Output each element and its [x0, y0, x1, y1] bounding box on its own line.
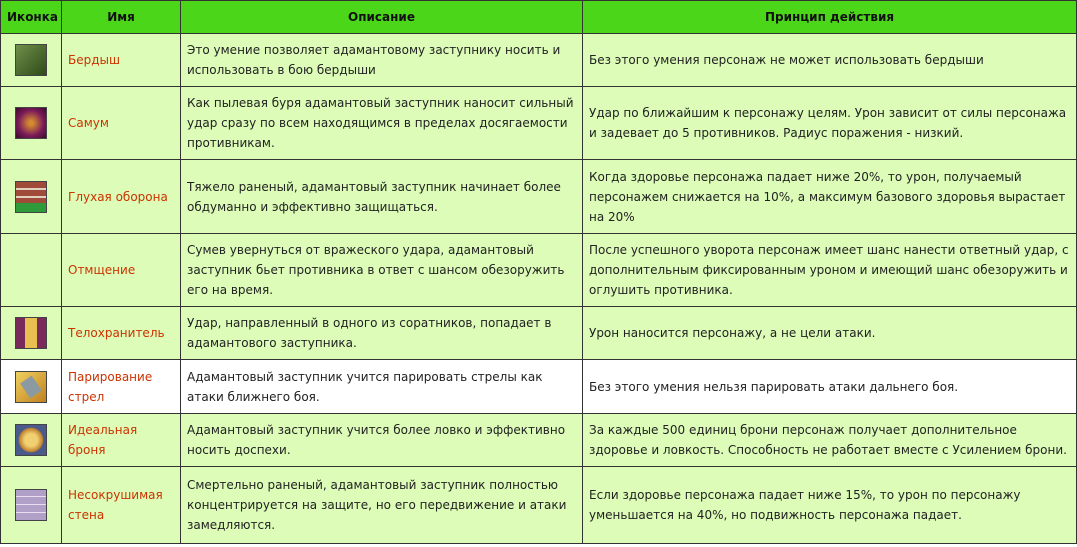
- skill-description: Удар, направленный в одного из соратников, попадает в адамантового заступника.: [181, 307, 583, 360]
- skill-principle: Если здоровье персонажа падает ниже 15%, то урон по персонажу уменьшается на 40%, но подвижность персонажа падает.: [583, 467, 1077, 544]
- table-row: [0, 360, 1077, 414]
- dust-storm-icon: [15, 107, 47, 139]
- brick-wall-icon: [15, 181, 47, 213]
- skill-principle: Без этого умения персонаж не может использовать бердыши: [583, 34, 1077, 87]
- skill-principle: Без этого умения нельзя парировать атаки дальнего боя.: [583, 360, 1077, 414]
- skill-name: Идеальная броня: [62, 414, 181, 467]
- table-row: [0, 87, 1077, 160]
- skill-description: Как пылевая буря адамантовый заступник наносит сильный удар сразу по всем находящимся в пределах досягаемости противникам.: [181, 87, 583, 160]
- skill-description: Смертельно раненый, адамантовый заступник полностью концентрируется на защите, но его передвижение и атаки замедляются.: [181, 467, 583, 544]
- header-name: Имя: [62, 0, 181, 34]
- skill-name: Несокрушимая стена: [62, 467, 181, 544]
- skill-principle: За каждые 500 единиц брони персонаж получает дополнительное здоровье и ловкость. Способность не работает вместе с Усилением брони.: [583, 414, 1077, 467]
- skill-description: Сумев увернуться от вражеского удара, адамантовый заступник бьет противника в ответ с шансом обезоружить его на время.: [181, 234, 583, 307]
- skill-principle: Когда здоровье персонажа падает ниже 20%, то урон, получаемый персонажем снижается на 10%, а максимум базового здоровья вырастает на 20%: [583, 160, 1077, 234]
- skill-name: Самум: [62, 87, 181, 160]
- skill-description: Тяжело раненый, адамантовый заступник начинает более обдуманно и эффективно защищаться.: [181, 160, 583, 234]
- table-row: [0, 34, 1077, 87]
- skill-principle: Урон наносится персонажу, а не цели атаки.: [583, 307, 1077, 360]
- skill-name: Отмщение: [62, 234, 181, 307]
- header-description: Описание: [181, 0, 583, 34]
- table-row: [0, 307, 1077, 360]
- table-row: [0, 160, 1077, 234]
- halberd-icon: [15, 44, 47, 76]
- skill-name: Бердыш: [62, 34, 181, 87]
- skill-name: Парирование стрел: [62, 360, 181, 414]
- golden-armor-icon: [15, 424, 47, 456]
- skill-description: Адамантовый заступник учится парировать стрелы как атаки ближнего боя.: [181, 360, 583, 414]
- header-row: [0, 0, 1077, 34]
- skill-description: Адамантовый заступник учится более ловко и эффективно носить доспехи.: [181, 414, 583, 467]
- header-icon: Иконка: [0, 0, 62, 34]
- skill-name: Телохранитель: [62, 307, 181, 360]
- table-row: [0, 234, 1077, 307]
- table-row: [0, 467, 1077, 544]
- skill-description: Это умение позволяет адамантовому заступнику носить и использовать в бою бердыши: [181, 34, 583, 87]
- bodyguard-sword-icon: [15, 317, 47, 349]
- skill-name: Глухая оборона: [62, 160, 181, 234]
- skill-principle: Удар по ближайшим к персонажу целям. Урон зависит от силы персонажа и задевает до 5 противников. Радиус поражения - низкий.: [583, 87, 1077, 160]
- arrow-parry-icon: [15, 371, 47, 403]
- header-principle: Принцип действия: [583, 0, 1077, 34]
- stone-wall-icon: [15, 489, 47, 521]
- skill-principle: После успешного уворота персонаж имеет шанс нанести ответный удар, с дополнительным фиксированным уроном и имеющий шанс обезоружить и оглушить противника.: [583, 234, 1077, 307]
- table-row: [0, 414, 1077, 467]
